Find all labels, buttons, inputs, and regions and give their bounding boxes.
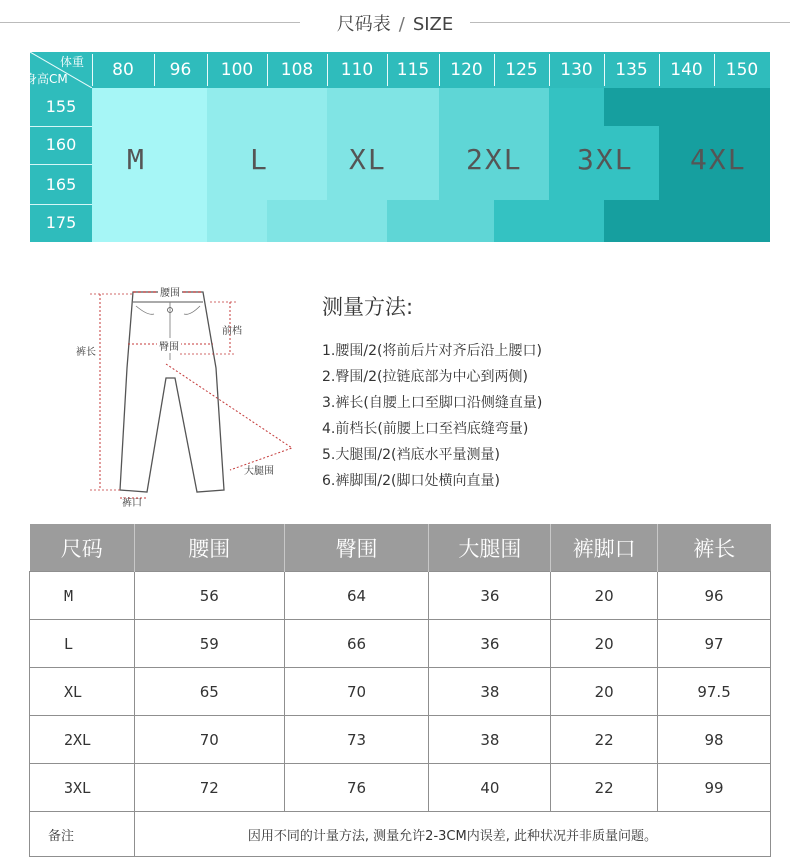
cell-thigh: 38	[429, 668, 551, 716]
weight-100: 100	[220, 60, 254, 80]
measure-item: 4.前档长(前腰上口至裆底缝弯量)	[322, 421, 529, 437]
measure-method-title: 测量方法:	[322, 295, 414, 319]
cell-hip: 70	[284, 668, 429, 716]
corner-diagonal	[30, 52, 92, 88]
pants-outline	[120, 292, 224, 492]
cell-length: 97	[658, 620, 771, 668]
header-hip: 臀围	[284, 524, 429, 572]
cell-waist: 56	[134, 572, 284, 620]
size-chart	[0, 0, 790, 250]
weight-divider	[604, 54, 605, 86]
cell-hem: 20	[551, 620, 658, 668]
zone-2xl-step	[387, 200, 439, 242]
weight-108: 108	[280, 60, 314, 80]
cell-hem: 20	[551, 668, 658, 716]
zone-xl-2	[387, 88, 439, 200]
height-165: 165	[45, 175, 77, 194]
height-160: 160	[45, 135, 77, 154]
header-size: 尺码	[30, 524, 135, 572]
size-label-2xl: 2XL	[466, 143, 523, 176]
size-label-4xl: 4XL	[690, 143, 747, 176]
pants-pocket-left	[136, 306, 154, 314]
cell-size: XL	[30, 668, 135, 716]
zone-m	[92, 88, 207, 242]
weight-divider	[439, 54, 440, 86]
weight-divider	[387, 54, 388, 86]
diagram-label-hem: 裤口	[122, 498, 142, 509]
cell-size: L	[30, 620, 135, 668]
note-text: 因用不同的计量方法, 测量允许2-3CM内误差, 此种状况并非质量问题。	[134, 812, 770, 857]
thigh-measure-line	[166, 364, 292, 470]
cell-thigh: 36	[429, 572, 551, 620]
header-length: 裤长	[658, 524, 771, 572]
weight-130: 130	[560, 60, 593, 80]
diagram-label-waist: 腰围	[158, 284, 182, 299]
header-thigh: 大腿围	[429, 524, 551, 572]
weight-140: 140	[670, 60, 703, 80]
zone-4xl-step	[604, 200, 659, 242]
table-row	[30, 620, 771, 668]
table-row	[30, 716, 771, 764]
title-en: SIZE	[412, 14, 454, 35]
weight-divider	[207, 54, 208, 86]
diagram-label-front-rise: 前档	[222, 326, 242, 337]
header-hem: 裤脚口	[551, 524, 658, 572]
cell-thigh: 40	[429, 764, 551, 812]
header-waist: 腰围	[134, 524, 284, 572]
table-row	[30, 668, 771, 716]
zone-4xl-top	[604, 88, 770, 126]
size-label-m: M	[127, 143, 146, 176]
weight-divider	[92, 54, 93, 86]
height-155: 155	[45, 97, 77, 116]
cell-hem: 22	[551, 764, 658, 812]
size-label-3xl: 3XL	[577, 143, 634, 176]
cell-size: M	[30, 572, 135, 620]
weight-80: 80	[112, 60, 134, 80]
cell-hip: 66	[284, 620, 429, 668]
title-separator: /	[398, 14, 405, 35]
weight-divider	[714, 54, 715, 86]
cell-hip: 73	[284, 716, 429, 764]
weight-135: 135	[615, 60, 648, 80]
weight-divider	[327, 54, 328, 86]
cell-thigh: 38	[429, 716, 551, 764]
cell-length: 97.5	[658, 668, 771, 716]
cell-length: 98	[658, 716, 771, 764]
cell-hip: 64	[284, 572, 429, 620]
height-divider	[30, 164, 92, 165]
size-measurement-table	[29, 524, 771, 857]
diagram-label-length: 裤长	[74, 343, 98, 358]
diagram-label-hip: 臀围	[157, 338, 181, 353]
weight-divider	[267, 54, 268, 86]
cell-waist: 72	[134, 764, 284, 812]
table-row	[30, 764, 771, 812]
weight-150: 150	[725, 60, 759, 80]
weight-divider	[549, 54, 550, 86]
cell-waist: 65	[134, 668, 284, 716]
table-header-row	[30, 524, 771, 572]
measure-item: 3.裤长(自腰上口至脚口沿侧缝直量)	[322, 395, 543, 411]
cell-length: 99	[658, 764, 771, 812]
measure-item: 5.大腿围/2(裆底水平量测量)	[322, 447, 500, 463]
size-label-l: L	[250, 143, 269, 176]
size-label-xl: XL	[349, 143, 387, 176]
cell-thigh: 36	[429, 620, 551, 668]
cell-hem: 22	[551, 716, 658, 764]
cell-waist: 59	[134, 620, 284, 668]
corner-height-label: 身高CM	[25, 72, 68, 86]
height-175: 175	[45, 213, 77, 232]
zone-xl-step	[267, 200, 327, 242]
pants-measure-diagram	[70, 270, 300, 515]
weight-divider	[659, 54, 660, 86]
cell-length: 96	[658, 572, 771, 620]
cell-size: 2XL	[30, 716, 135, 764]
cell-hip: 76	[284, 764, 429, 812]
weight-96: 96	[169, 60, 192, 80]
weight-115: 115	[396, 60, 430, 80]
weight-divider	[154, 54, 155, 86]
title-cn: 尺码表	[336, 14, 391, 35]
weight-125: 125	[505, 60, 538, 80]
measure-item: 2.臀围/2(拉链底部为中心到两侧)	[322, 369, 528, 385]
weight-120: 120	[450, 60, 483, 80]
table-note-row	[30, 812, 771, 857]
pants-pocket-right	[184, 306, 200, 314]
cell-waist: 70	[134, 716, 284, 764]
note-label: 备注	[30, 812, 135, 857]
measure-item: 1.腰围/2(将前后片对齐后沿上腰口)	[322, 343, 542, 359]
weight-110: 110	[340, 60, 374, 80]
zone-3xl-step	[494, 200, 549, 242]
corner-weight-label: 体重	[60, 55, 85, 69]
cell-hem: 20	[551, 572, 658, 620]
table-row	[30, 572, 771, 620]
diagram-label-thigh: 大腿围	[244, 466, 274, 477]
zone-l-step	[267, 88, 327, 200]
cell-size: 3XL	[30, 764, 135, 812]
measure-item: 6.裤脚围/2(脚口处横向直量)	[322, 473, 500, 489]
weight-divider	[494, 54, 495, 86]
